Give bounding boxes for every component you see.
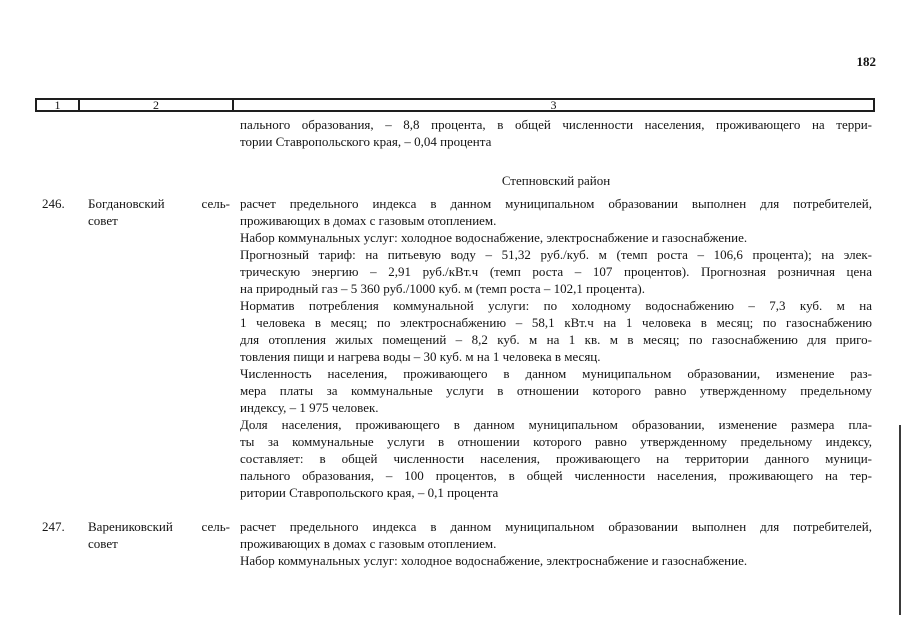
entry-text-line: мера платы за коммунальные услуги в отношении которого равно утвержденному предельному: [240, 383, 872, 398]
entry-text-line: 1 человека в месяц; по электроснабжению – 58,1 кВт.ч на 1 человека в месяц; по газоснабжению: [240, 315, 872, 330]
entry-text-line: индексу, – 1 975 человек.: [240, 400, 379, 415]
entry-text-line: ритории Ставропольского края, – 0,1 процента: [240, 485, 499, 500]
continuation-line: пального образования, – 8,8 процента, в общей численности населения, проживающего на терри-: [240, 117, 872, 132]
entry-text-line: Прогнозный тариф: на питьевую воду – 51,32 руб./куб. м (темп роста – 106,6 процента); на элек-: [240, 247, 872, 262]
entry-text-line: Набор коммунальных услуг: холодное водоснабжение, электроснабжение и газоснабжение.: [240, 553, 748, 568]
entry-name-line2: совет: [88, 536, 118, 551]
entry-text-line: Набор коммунальных услуг: холодное водоснабжение, электроснабжение и газоснабжение.: [240, 230, 748, 245]
entry-text-line: на природный газ – 5 360 руб./1000 куб. м (темп роста – 102,1 процента).: [240, 281, 645, 296]
entry-text-line: составляет: в общей численности населения, проживающего на территории данного муници-: [240, 451, 872, 466]
entry-text-line: ты за коммунальные услуги в отношении которого равно утвержденному предельному индексу,: [240, 434, 872, 449]
entry-text-line: товления пищи и нагрева воды – 30 куб. м на 1 человека в месяц.: [240, 349, 601, 364]
entry-text-line: трическую энергию – 2,91 руб./кВт.ч (темп роста – 107 процентов). Прогнозная розничная цена: [240, 264, 872, 279]
entry-text-line: Норматив потребления коммунальной услуги: по холодному водоснабжению – 7,3 куб. м на: [240, 298, 872, 313]
entry-name-right: сель-: [201, 519, 230, 534]
entry-text-line: пального образования, – 100 процентов, в общей численности населения, проживающего на тер-: [240, 468, 872, 483]
table-header-col1: 1: [37, 100, 80, 110]
entry-name-line2: совет: [88, 213, 118, 228]
section-title: Степновский район: [501, 173, 611, 188]
entry-number: 246.: [42, 196, 65, 211]
table-header-row: [35, 98, 875, 112]
entry-text-line: Доля населения, проживающего в данном муниципальном образовании, изменение размера пла-: [240, 417, 872, 432]
page-number: 182: [856, 54, 876, 69]
entry-text-line: проживающих в домах с газовым отоплением.: [240, 536, 497, 551]
table-header-col2: 2: [80, 100, 234, 110]
entry-text-line: для отопления жилых помещений – 8,2 куб. м на 1 кв. м в месяц; по газоснабжению для приго-: [240, 332, 872, 347]
entry-text-line: расчет предельного индекса в данном муниципальном образовании выполнен для потребителей,: [240, 196, 872, 211]
scan-edge-mark: [899, 425, 901, 615]
entry-name-left: Богдановский: [88, 196, 165, 211]
entry-name-left: Варениковский: [88, 519, 173, 534]
entry-text-line: расчет предельного индекса в данном муниципальном образовании выполнен для потребителей,: [240, 519, 872, 534]
table-header-col3: 3: [550, 98, 557, 112]
entry-text-line: проживающих в домах с газовым отоплением.: [240, 213, 497, 228]
entry-text-line: Численность населения, проживающего в данном муниципальном образовании, изменение раз-: [240, 366, 872, 381]
entry-name-right: сель-: [201, 196, 230, 211]
entry-number: 247.: [42, 519, 65, 534]
continuation-line: тории Ставропольского края, – 0,04 процента: [240, 134, 492, 149]
